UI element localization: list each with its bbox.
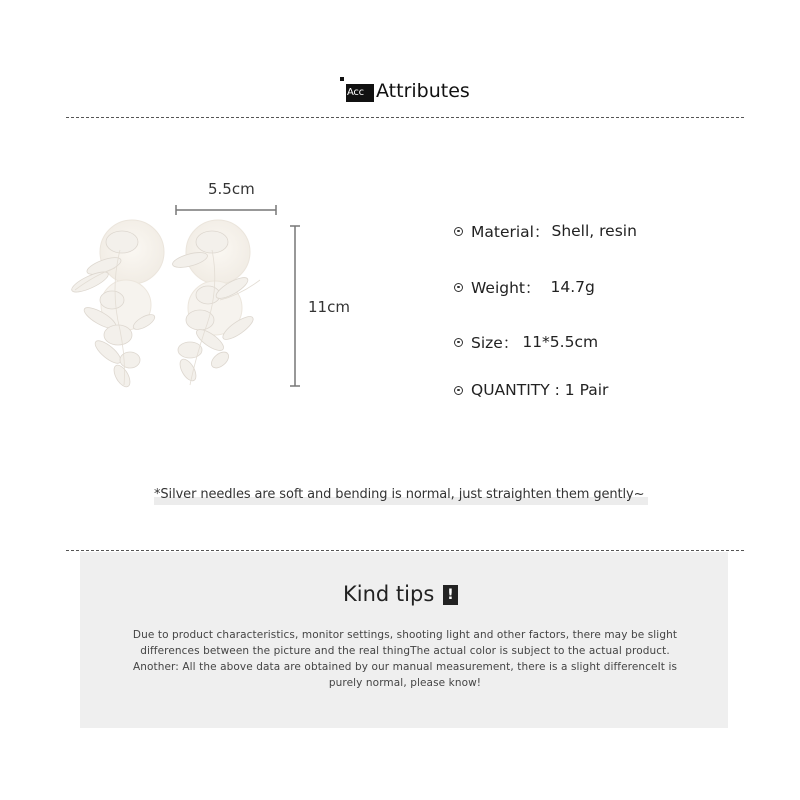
attribute-label: Size：	[471, 334, 519, 352]
exclamation-icon: !	[443, 585, 458, 605]
tips-line: Due to product characteristics, monitor settings, shooting light and other factors, there may be slight	[132, 629, 678, 641]
earrings-image	[60, 200, 310, 395]
section-title: Attributes	[376, 80, 470, 102]
attribute-quantity	[454, 381, 608, 399]
attribute-value: 14.7g	[550, 278, 595, 296]
tips-text	[110, 627, 700, 691]
attribute-value: Shell, resin	[551, 222, 637, 240]
divider-bottom	[66, 550, 744, 551]
tips-line: purely normal, please know!	[328, 677, 482, 689]
bullet-icon	[454, 338, 463, 347]
bullet-icon	[454, 227, 463, 236]
tips-line: Another: All the above data are obtained by our manual measurement, there is a slight differenceIt is	[132, 661, 678, 673]
tips-title: Kind tips	[343, 582, 435, 606]
attribute-weight	[454, 276, 595, 298]
attribute-size	[454, 331, 598, 353]
height-label: 11cm	[308, 298, 350, 316]
attribute-value: 11*5.5cm	[522, 333, 599, 351]
header-dot	[340, 77, 344, 81]
width-label: 5.5cm	[208, 180, 255, 198]
attribute-label: QUANTITY : 1 Pair	[471, 381, 609, 399]
attribute-material	[454, 220, 637, 242]
divider-top	[66, 117, 744, 118]
header-badge: Acc	[346, 84, 374, 102]
bullet-icon	[454, 283, 463, 292]
attribute-label: Weight：	[471, 279, 541, 297]
needle-notice: *Silver needles are soft and bending is normal, just straighten them gently~	[154, 487, 648, 505]
tips-line: differences between the picture and the real thingThe actual color is subject to the actual product.	[140, 645, 670, 657]
bullet-icon	[454, 386, 463, 395]
attribute-label: Material：	[471, 223, 550, 241]
